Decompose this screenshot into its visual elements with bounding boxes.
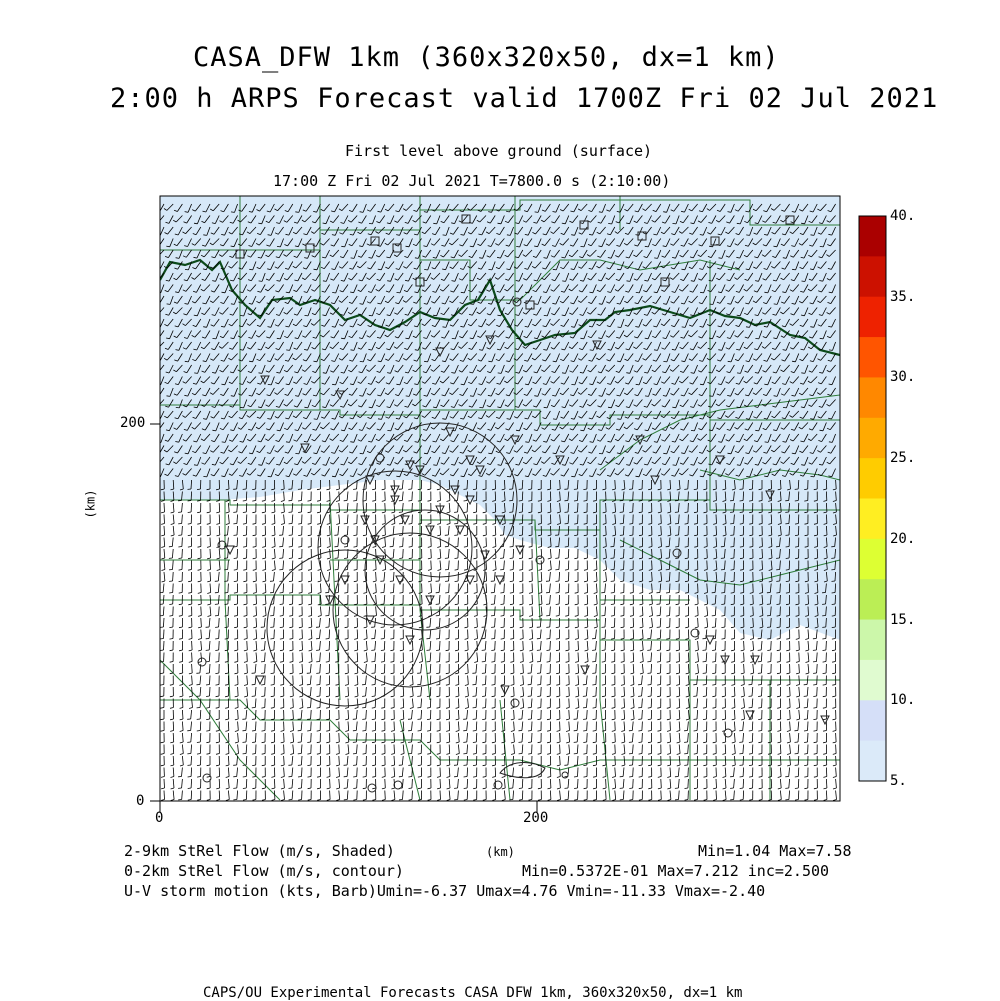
title-line-2: 2:00 h ARPS Forecast valid 1700Z Fri 02 Jul 2021 [110,83,938,114]
title-line-1: CASA_DFW 1km (360x320x50, dx=1 km) [193,42,780,73]
time-subtitle: 17:00 Z Fri 02 Jul 2021 T=7800.0 s (2:10:00) [273,172,670,190]
level-subtitle: First level above ground (surface) [345,142,652,160]
